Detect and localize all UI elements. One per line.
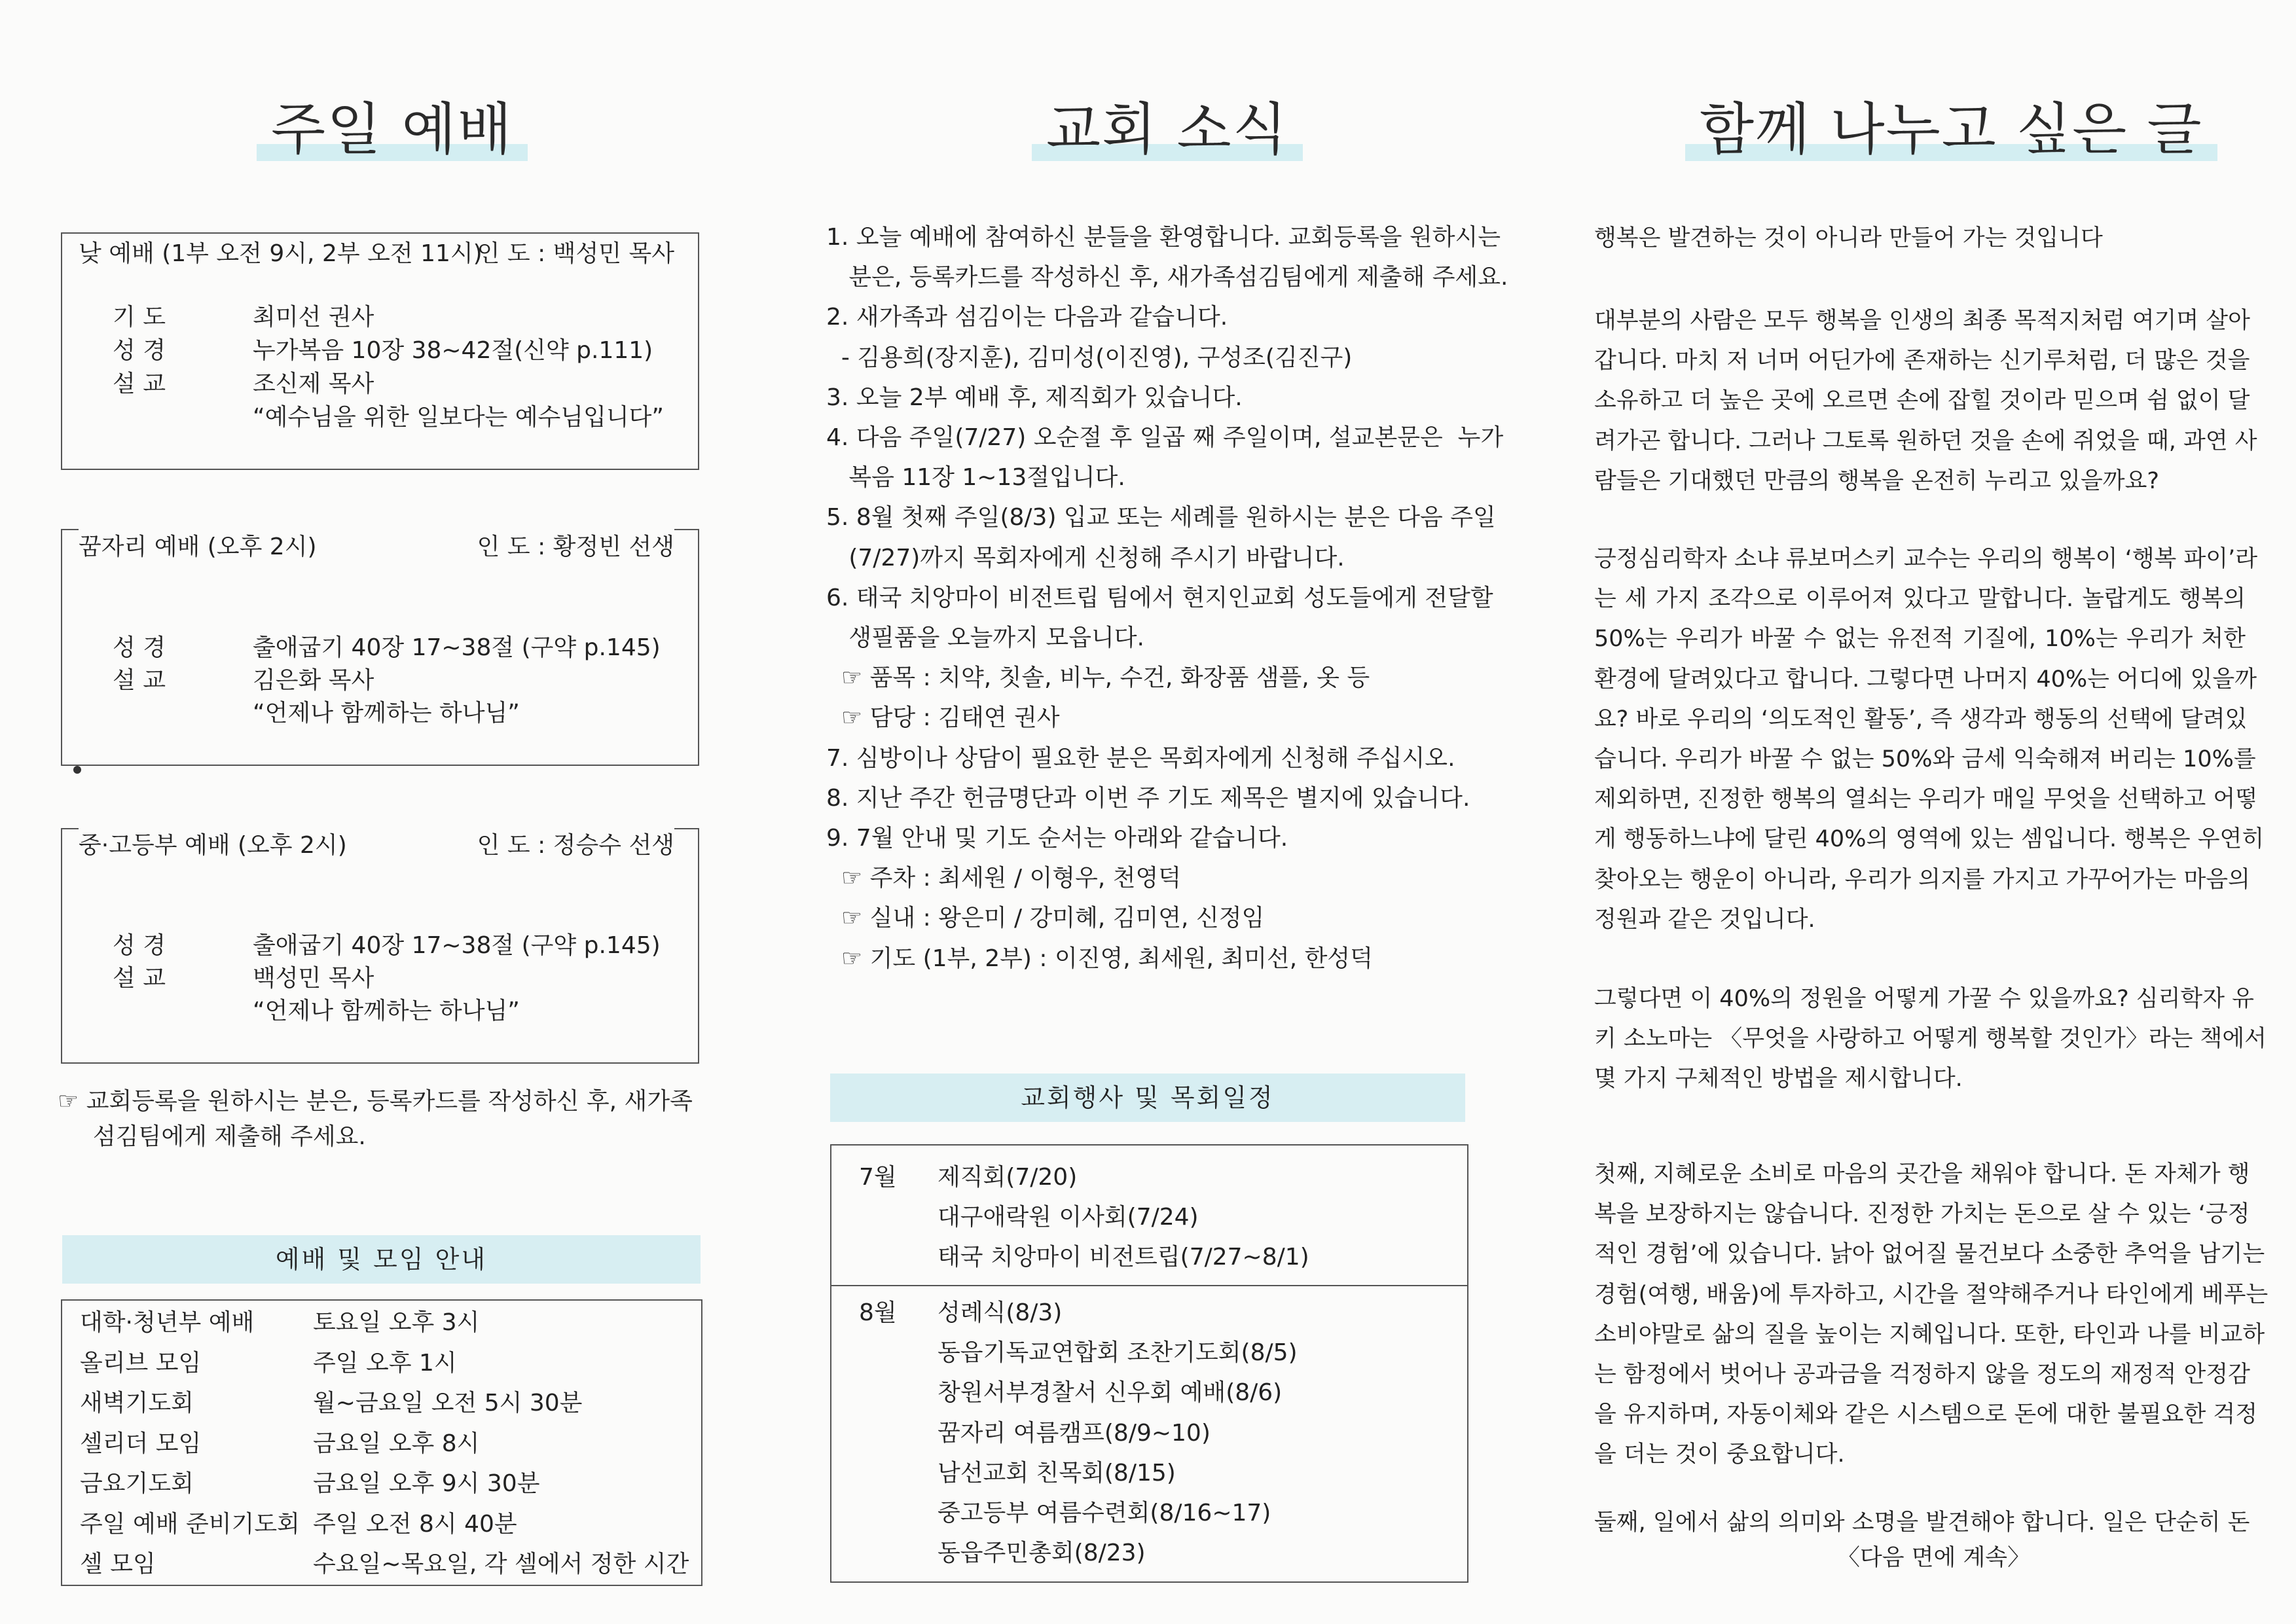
meetings-title: 예배 및 모임 안내 [62, 1235, 701, 1284]
news-item: - 김용희(장지훈), 김미성(이진영), 구성조(김진구) [826, 344, 1353, 371]
schedule-item: 성례식(8/3) [938, 1299, 1063, 1326]
news-title: 교회 소식 [1046, 84, 1288, 165]
article-line: 복을 보장하지는 않습니다. 진정한 가치는 돈으로 살 수 있는 ‘긍정 [1594, 1201, 2250, 1228]
service1-header-right: 인 도 : 백성민 목사 [477, 240, 674, 267]
meeting-time: 토요일 오후 3시 [313, 1309, 480, 1336]
article-continued: 〈다음 면에 계속〉 [1837, 1545, 2031, 1571]
meeting-time: 월~금요일 오전 5시 30분 [313, 1390, 583, 1416]
meeting-name: 올리브 모임 [80, 1349, 202, 1377]
article-line: 대부분의 사람은 모두 행복을 인생의 최종 목적지처럼 여기며 살아 [1594, 308, 2250, 334]
article-line: 그렇다면 이 40%의 정원을 어떻게 가꿀 수 있을까요? 심리학자 유 [1594, 986, 2254, 1012]
service2-header-right: 인 도 : 황정빈 선생 [477, 533, 674, 560]
schedule-item: 중고등부 여름수련회(8/16~17) [938, 1500, 1271, 1526]
news-item: 9. 7월 안내 및 기도 순서는 아래와 같습니다. [826, 825, 1288, 852]
meeting-time: 주일 오후 1시 [313, 1349, 457, 1377]
article-line: 적인 경험’에 있습니다. 낡아 없어질 물건보다 소중한 추억을 남기는 [1594, 1241, 2265, 1268]
news-item: ☞ 주차 : 최세원 / 이형우, 천영덕 [826, 865, 1182, 892]
schedule-month: 8월 [859, 1299, 897, 1326]
news-item: 8. 지난 주간 헌금명단과 이번 주 기도 제목은 별지에 있습니다. [826, 784, 1470, 812]
news-item: 3. 오늘 2부 예배 후, 제직회가 있습니다. [826, 384, 1243, 411]
article-line: 둘째, 일에서 삶의 의미와 소명을 발견해야 합니다. 일은 단순히 돈 [1594, 1509, 2250, 1536]
article-line: 갑니다. 마치 저 너머 어딘가에 존재하는 신기루처럼, 더 많은 것을 [1594, 348, 2250, 374]
schedule-item: 동읍기독교연합회 조찬기도회(8/5) [938, 1339, 1298, 1367]
news-item: ☞ 실내 : 왕은미 / 강미혜, 김미연, 신정임 [826, 905, 1265, 932]
meeting-time: 주일 오전 8시 40분 [313, 1510, 517, 1538]
news-item: 분은, 등록카드를 작성하신 후, 새가족섬김팀에게 제출해 주세요. [826, 264, 1508, 291]
service3-header [79, 826, 674, 865]
news-item: 1. 오늘 예배에 참여하신 분들을 환영합니다. 교회등록을 원하시는 [826, 224, 1501, 251]
article-line: 몇 가지 구체적인 방법을 제시합니다. [1594, 1066, 1963, 1092]
article-line: 키 소노마는 〈무엇을 사랑하고 어떻게 행복할 것인가〉라는 책에서 [1594, 1026, 2267, 1053]
news-item: 6. 태국 치앙마이 비전트립 팀에서 현지인교회 성도들에게 전달할 [826, 584, 1493, 611]
schedule-item: 태국 치앙마이 비전트립(7/27~8/1) [938, 1244, 1309, 1271]
meeting-time: 수요일~목요일, 각 셀에서 정한 시간 [313, 1551, 689, 1578]
meeting-time: 금요일 오후 8시 [313, 1430, 480, 1457]
news-item: ☞ 기도 (1부, 2부) : 이진영, 최세원, 최미선, 한성덕 [826, 945, 1373, 972]
article-line: 환경에 달려있다고 합니다. 그렇다면 나머지 40%는 어디에 있을까 [1594, 666, 2257, 693]
news-item: 복음 11장 1~13절입니다. [826, 464, 1125, 492]
article-line: 는 세 가지 조각으로 이루어져 있다고 말합니다. 놀랍게도 행복의 [1594, 586, 2246, 613]
schedule-item: 동읍주민총회(8/23) [938, 1540, 1146, 1567]
article-line: 첫째, 지혜로운 소비로 마음의 곳간을 채워야 합니다. 돈 자체가 행 [1594, 1161, 2250, 1187]
article-line: 긍정심리학자 소냐 류보머스키 교수는 우리의 행복이 ‘행복 파이’라 [1594, 546, 2258, 572]
schedule-item: 제직회(7/20) [938, 1164, 1078, 1191]
meeting-name: 금요기도회 [80, 1470, 194, 1497]
article-line: 소비야말로 삶의 질을 높이는 지혜입니다. 또한, 타인과 나를 비교하 [1594, 1321, 2265, 1348]
service3-header-left: 중·고등부 예배 (오후 2시) [79, 832, 347, 859]
article-line: 을 유지하며, 자동이체와 같은 시스템으로 돈에 대한 불필요한 걱정 [1594, 1401, 2258, 1428]
news-item: 생필품을 오늘까지 모읍니다. [826, 624, 1144, 651]
article-line: 려가곤 합니다. 그러나 그토록 원하던 것을 손에 쥐었을 때, 과연 사 [1594, 427, 2257, 454]
news-item: 5. 8월 첫째 주일(8/3) 입교 또는 세례를 원하시는 분은 다음 주일 [826, 504, 1496, 532]
article-line: 을 더는 것이 중요합니다. [1594, 1441, 1845, 1468]
meeting-name: 셀 모임 [80, 1551, 156, 1578]
service3-header-right: 인 도 : 정승수 선생 [477, 832, 674, 859]
article-line: 찾아오는 행운이 아니라, 우리가 의지를 가지고 가꾸어가는 마음의 [1594, 866, 2250, 893]
news-item: ☞ 품목 : 치약, 칫솔, 비누, 수건, 화장품 샘플, 옷 등 [826, 664, 1370, 692]
service2-header-left: 꿈자리 예배 (오후 2시) [79, 533, 317, 560]
article-line: 게 행동하느냐에 달린 40%의 영역에 있는 셈입니다. 행복은 우연히 [1594, 826, 2265, 853]
meeting-name: 셀리더 모임 [80, 1430, 202, 1457]
news-item: 2. 새가족과 섬김이는 다음과 같습니다. [826, 304, 1228, 331]
news-item: 4. 다음 주일(7/27) 오순절 후 일곱 째 주일이며, 설교본문은 누가 [826, 424, 1504, 451]
news-item: (7/27)까지 목회자에게 신청해 주시기 바랍니다. [826, 544, 1345, 571]
meeting-name: 대학·청년부 예배 [80, 1309, 255, 1336]
service2-header [79, 528, 674, 567]
schedule-item: 꿈자리 여름캠프(8/9~10) [938, 1419, 1211, 1447]
news-item: 7. 심방이나 상담이 필요한 분은 목회자에게 신청해 주십시오. [826, 744, 1455, 772]
service1-header-left: 낮 예배 (1부 오전 9시, 2부 오전 11시) [79, 240, 483, 267]
article-subtitle: 행복은 발견하는 것이 아니라 만들어 가는 것입니다 [1594, 225, 2103, 251]
article-title: 함께 나누고 싶은 글 [1700, 84, 2203, 165]
meeting-name: 새벽기도회 [80, 1390, 194, 1416]
article-line: 습니다. 우리가 바꿀 수 없는 50%와 금세 익숙해져 버리는 10%를 [1594, 746, 2256, 772]
article-line: 람들은 기대했던 만큼의 행복을 온전히 누리고 있을까요? [1594, 467, 2159, 494]
article-line: 는 함정에서 벗어나 공과금을 걱정하지 않을 정도의 재정적 안정감 [1594, 1362, 2250, 1388]
article-line: 제외하면, 진정한 행복의 열쇠는 우리가 매일 무엇을 선택하고 어떻 [1594, 786, 2258, 813]
schedule-divider [830, 1285, 1468, 1286]
meeting-time: 금요일 오후 9시 30분 [313, 1470, 540, 1497]
article-line: 요? 바로 우리의 ‘의도적인 활동’, 즉 생각과 행동의 선택에 달려있 [1594, 706, 2248, 732]
meeting-name: 주일 예배 준비기도회 [80, 1510, 300, 1538]
schedule-item: 남선교회 친목회(8/15) [938, 1459, 1176, 1487]
schedule-item: 창원서부경찰서 신우회 예배(8/6) [938, 1379, 1283, 1407]
worship-title: 주일 예배 [271, 84, 513, 165]
article-line: 경험(여행, 배움)에 투자하고, 시간을 절약해주거나 타인에게 베푸는 [1594, 1281, 2269, 1308]
article-line: 정원과 같은 것입니다. [1594, 906, 1815, 933]
stray-dot [73, 766, 81, 774]
article-line: 소유하고 더 높은 곳에 오르면 손에 잡힐 것이라 믿으며 쉼 없이 달 [1594, 388, 2250, 414]
news-item: ☞ 담당 : 김태연 권사 [826, 704, 1060, 732]
schedule-month: 7월 [859, 1164, 897, 1191]
service1-header [79, 234, 674, 274]
schedule-title: 교회행사 및 목회일정 [830, 1074, 1465, 1122]
registration-note: ☞ 교회등록을 원하시는 분은, 등록카드를 작성하신 후, 새가족 섬김팀에게 제출해 주세요. [58, 1088, 693, 1150]
article-line: 50%는 우리가 바꿀 수 없는 유전적 기질에, 10%는 우리가 처한 [1594, 626, 2246, 653]
schedule-item: 대구애락원 이사회(7/24) [938, 1204, 1199, 1231]
